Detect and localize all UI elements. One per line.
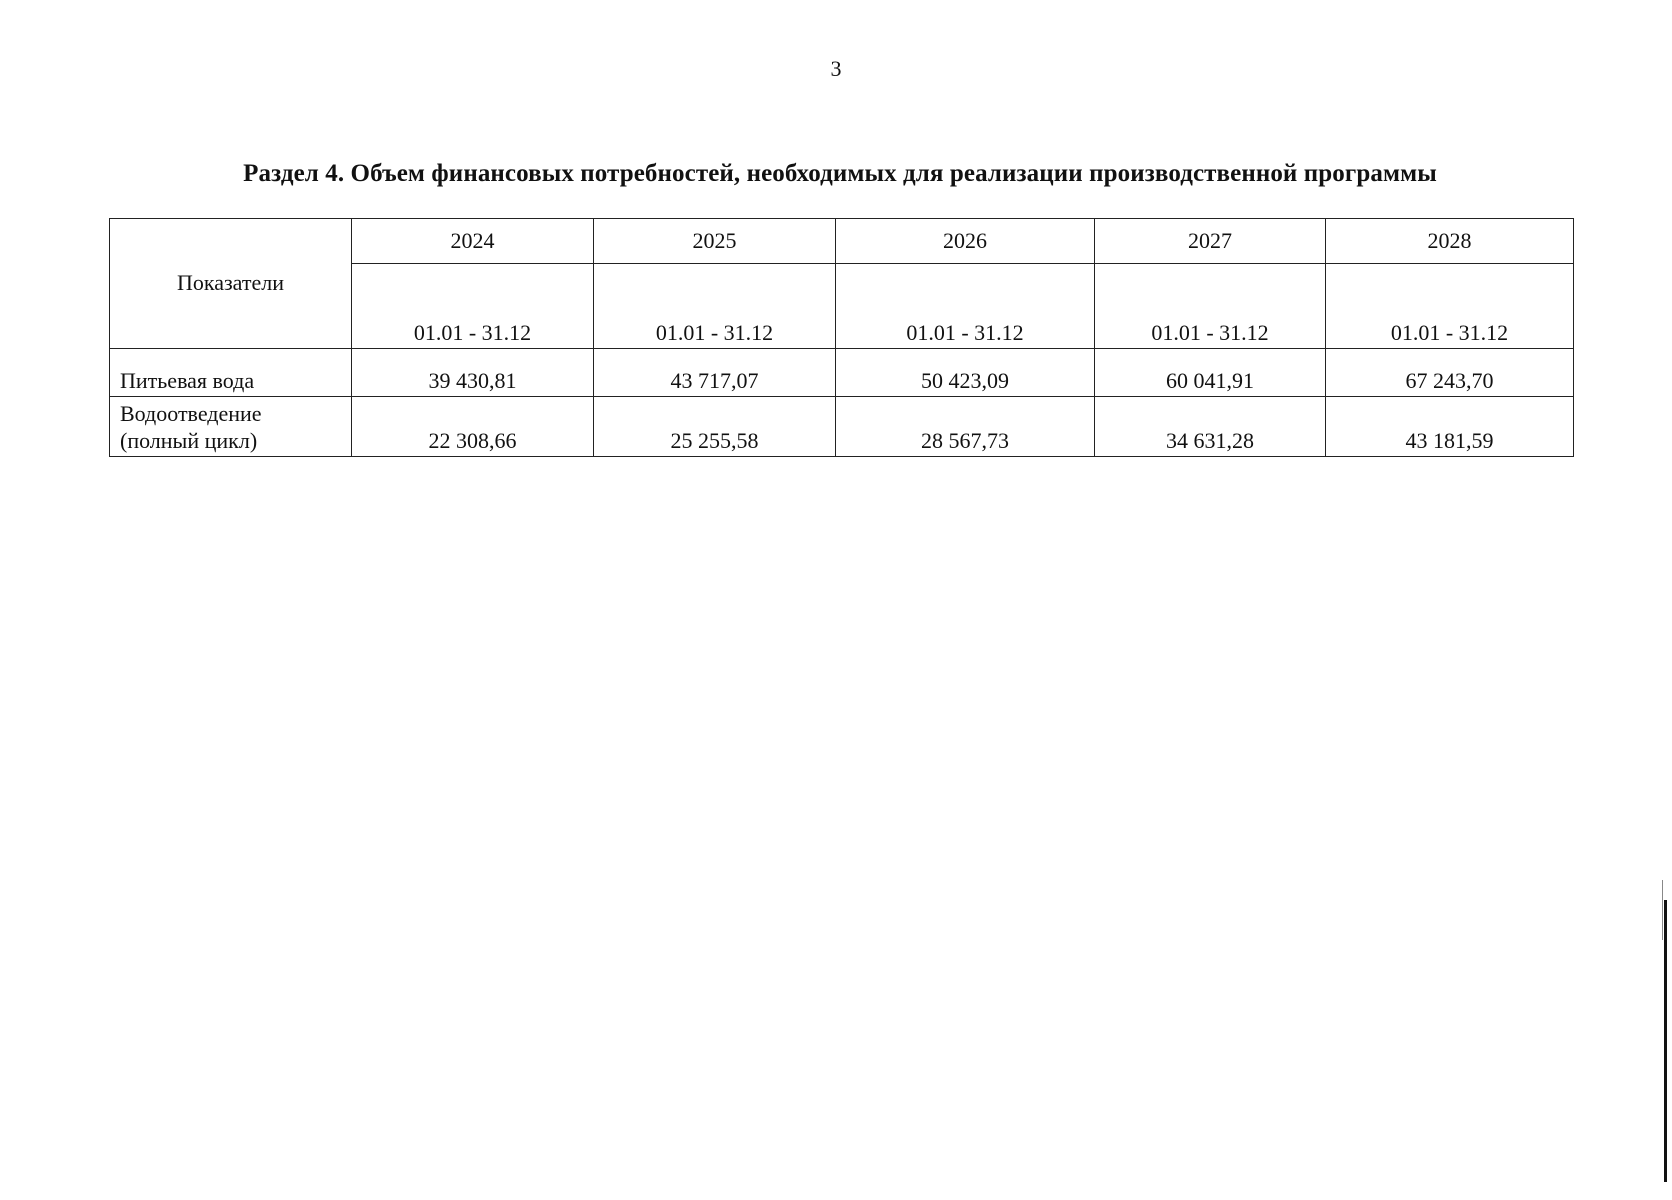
value-cell: 43 181,59 — [1326, 397, 1574, 457]
value-cell: 67 243,70 — [1326, 349, 1574, 397]
value-cell: 22 308,66 — [352, 397, 594, 457]
year-cell: 2028 — [1326, 219, 1574, 264]
row-label — [110, 397, 352, 457]
period-cell: 01.01 - 31.12 — [1095, 264, 1326, 349]
year-header-row — [110, 219, 1574, 264]
value-cell: 39 430,81 — [352, 349, 594, 397]
value-cell: 25 255,58 — [594, 397, 836, 457]
indicator-header-cell: Показатели — [110, 219, 352, 349]
section-title: Раздел 4. Объем финансовых потребностей, необходимых для реализации производственной программы — [243, 160, 1437, 187]
row-label-line: Водоотведение — [120, 401, 262, 426]
period-cell: 01.01 - 31.12 — [836, 264, 1095, 349]
year-cell: 2024 — [352, 219, 594, 264]
period-cell: 01.01 - 31.12 — [1326, 264, 1574, 349]
financial-needs-table — [109, 218, 1574, 457]
year-cell: 2026 — [836, 219, 1095, 264]
row-label-line: (полный цикл) — [120, 428, 258, 453]
value-cell: 34 631,28 — [1095, 397, 1326, 457]
year-cell: 2027 — [1095, 219, 1326, 264]
row-label — [110, 349, 352, 397]
table-row-drinking-water — [110, 349, 1574, 397]
value-cell: 60 041,91 — [1095, 349, 1326, 397]
scan-edge-faint-line — [1662, 880, 1663, 940]
value-cell: 28 567,73 — [836, 397, 1095, 457]
period-cell: 01.01 - 31.12 — [594, 264, 836, 349]
table-row-wastewater — [110, 397, 1574, 457]
scan-edge-line — [1664, 900, 1667, 1182]
year-cell: 2025 — [594, 219, 836, 264]
period-cell: 01.01 - 31.12 — [352, 264, 594, 349]
value-cell: 50 423,09 — [836, 349, 1095, 397]
page-number: 3 — [830, 56, 842, 81]
value-cell: 43 717,07 — [594, 349, 836, 397]
row-label-line: Питьевая вода — [120, 368, 255, 393]
